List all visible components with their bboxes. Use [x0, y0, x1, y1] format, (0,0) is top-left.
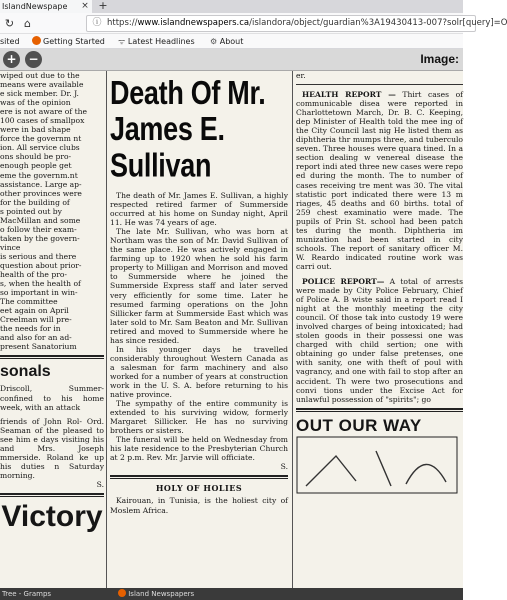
- personal-item-2: friends of John Rol- Ord. Seaman of the pleased to see him e days visiting his and Mrs. Joseph mmerside. Roland ke up his duties n Saturday morning.: [0, 416, 104, 480]
- info-icon[interactable]: ⓘ: [92, 18, 102, 28]
- rss-icon: ᯤ: [118, 37, 126, 46]
- article-line: for the building of: [0, 197, 70, 207]
- article-line: enough people get: [0, 161, 72, 171]
- reload-icon[interactable]: ↻: [4, 17, 15, 30]
- firefox-icon: [32, 36, 41, 45]
- left-column: [0, 71, 104, 588]
- article-line: The committee: [0, 297, 58, 307]
- article-line: the needs for in: [0, 324, 61, 334]
- article-line: and also for an ad-: [0, 333, 72, 343]
- comic-strip-art: [296, 436, 463, 496]
- article-line: were in bad shape: [0, 125, 71, 135]
- main-article-column: [110, 71, 288, 588]
- url-path: /islandora/object/guardian%3A19430413-007?solr[query]=O: [249, 18, 507, 28]
- police-report-text: A total of arrests were made by City Police February, Chief of Police A. B wiste said in a report read I night at the monthly meeting the city council. Of those tak into custody 19 were involved charges of being intoxicated; had stolen goods in their possessi one was charged with child sertion; one with obtaining go under false pretenses, one with sanity, one with theft of poul with vagrancy, and one with fail to stop after an accident. Th were two prosecutions and convi tions under the Excise Act for unlawful possession of "spirits"; go: [296, 276, 463, 404]
- column-rule: [106, 71, 107, 588]
- left-article-text: [0, 71, 104, 351]
- article-body: [110, 191, 288, 462]
- newspaper-page[interactable]: [0, 71, 463, 588]
- article-line: means were available: [0, 80, 84, 90]
- url-text[interactable]: [107, 16, 507, 31]
- divider: [110, 475, 288, 479]
- divider: [296, 408, 463, 412]
- article-paragraph: In his younger days he travelled considerably throughout Western Canada as a salesman for farm machinery and also worked for a number of years at construction work in the U. S. A. before returning to his native province.: [110, 344, 288, 400]
- bookmark-latest-headlines[interactable]: [118, 34, 195, 49]
- bookmark-label: Getting Started: [43, 37, 105, 46]
- new-tab-button[interactable]: +: [98, 0, 108, 12]
- article-line: eme the governm.nt: [0, 170, 78, 180]
- article-signature: S.: [280, 462, 288, 472]
- article-line: force the governm nt: [0, 134, 82, 144]
- article-line: health of the pro-: [0, 270, 67, 280]
- police-report: [296, 277, 463, 404]
- home-icon[interactable]: ⌂: [24, 17, 31, 30]
- url-host: www.islandnewspapers.ca: [137, 18, 250, 28]
- firefox-icon: [118, 589, 126, 597]
- column-rule: [292, 71, 293, 588]
- holy-of-holies-text: Kairouan, in Tunisia, is the holiest city of Moslem Africa.: [110, 496, 288, 515]
- article-line: question about prior-: [0, 260, 82, 270]
- divider: [0, 493, 104, 497]
- bookmark-label: Latest Headlines: [127, 37, 195, 46]
- police-report-title: POLICE REPORT—: [302, 276, 385, 286]
- article-paragraph: The late Mr. Sullivan, who was born at Northam was the son of Mr. David Sullivan of the same place. He was actively engaged in farming up to 1920 when he sold his farm property to Milligan and Morrison and moved to Summerside where he joined the Summerside Express staff and later served very efficiently for some time. Later he resumed farming operations on the John Sillicker farm at Summerside East which was later sold to Mr. Sam Beaton and Mr. Sullivan retired and moved to Summerside where he has since resided.: [110, 227, 288, 345]
- url-prefix: https://: [107, 18, 138, 28]
- url-bar[interactable]: [86, 15, 507, 32]
- health-report: [296, 90, 463, 271]
- article-line: ons should be pro-: [0, 152, 72, 162]
- viewer-label: Image:: [420, 52, 459, 66]
- article-line: s pointed out by: [0, 206, 62, 216]
- article-line: other provinces were: [0, 188, 82, 198]
- tab-strip: [0, 0, 463, 13]
- article-line: MacMillan and some: [0, 215, 81, 225]
- top-fragment: er.: [296, 71, 306, 80]
- gear-icon: ⚙: [210, 37, 218, 46]
- health-report-text: Thirt cases of communicable disea were reported in Charlottetown March, Dr. B. C. Keeping, dep Minister of Health told the mee ing of the City Council last nig He listed them as diphtheria thr mumps three, and tuberculo seven. Three houses were quara tined. In a section dealing w venereal disease the report indi ated three new cases were repo ed during the month. The to number of cases receiving tre ment was 30. The vital statistic port indicated there were 13 m riages, 45 deaths and 60 births. total of 259 chest examinatio were made. The pupils of Prin St. school had been patch tes during the month. Diphtheria im munization had been started in city schools. The report of sanitary officer M. W. Reardo indicated routine work was carri out.: [296, 90, 463, 271]
- personals-heading: sonals: [0, 363, 51, 381]
- bookmark-getting-started[interactable]: [32, 34, 105, 49]
- article-headline: Death Of Mr. James E. Sullivan: [110, 73, 266, 184]
- zoom-out-button[interactable]: −: [25, 51, 42, 68]
- article-line: Creelman will pre-: [0, 315, 72, 325]
- zoom-in-button[interactable]: +: [3, 51, 20, 68]
- browser-tab[interactable]: [0, 0, 92, 13]
- victory-ad: Victory: [1, 499, 103, 533]
- holy-of-holies-heading: HOLY OF HOLIES: [155, 483, 243, 494]
- article-line: so important in win-: [0, 288, 78, 298]
- health-report-title: HEALTH REPORT —: [302, 90, 396, 100]
- bookmark-about[interactable]: [210, 34, 243, 49]
- article-paragraph: The funeral will be held on Wednesday from his late residence to the Presbyterian Church at 2 p.m. Rev. Mr. Jarvie will officiate.: [110, 435, 288, 463]
- article-line: ion. All service clubs: [0, 143, 80, 153]
- os-taskbar: [0, 588, 463, 600]
- article-line: present Sanatorium: [0, 342, 77, 352]
- article-line: taken by the govern-: [0, 233, 80, 243]
- bookmark-label: About: [219, 37, 244, 46]
- article-line: e sick member. Dr. J.: [0, 89, 79, 99]
- comic-heading: OUT OUR WAY: [296, 415, 422, 435]
- divider: [0, 355, 104, 359]
- bookmarks-toolbar: [0, 34, 463, 49]
- tab-title: IslandNewspape: [2, 2, 68, 11]
- taskbar-item-gramps[interactable]: Tree - Gramps: [2, 590, 52, 598]
- tab-close-icon[interactable]: ×: [81, 1, 89, 11]
- article-line: 100 cases of smallpox: [0, 116, 85, 126]
- bookmark-sited[interactable]: [0, 34, 20, 49]
- article-line: vince: [0, 242, 21, 252]
- article-line: assistance. Large ap-: [0, 179, 82, 189]
- taskbar-item-browser[interactable]: [118, 588, 194, 600]
- article-line: ere is not aware of the: [0, 107, 88, 117]
- image-viewer-toolbar: [0, 49, 463, 71]
- article-line: s, when the health of: [0, 279, 81, 289]
- bookmark-label: sited: [0, 37, 20, 46]
- right-column: [296, 71, 463, 588]
- personal-item-1: Driscoll, Summer- confined to his home week, with an attack: [0, 384, 104, 412]
- personal-signature: S.: [96, 479, 104, 489]
- article-line: wiped out due to the: [0, 71, 80, 80]
- article-line: is serious and there: [0, 251, 77, 261]
- article-paragraph: The death of Mr. James E. Sullivan, a highly respected retired farmer of Summerside occurred at his home on Sunday night, April 11. He was 74 years of age.: [110, 191, 288, 228]
- taskbar-item-label: Island Newspapers: [128, 590, 195, 598]
- article-line: eet again on April: [0, 306, 69, 316]
- navigation-bar: [0, 13, 507, 34]
- divider: [296, 84, 463, 85]
- article-paragraph: The sympathy of the entire community is extended to his surviving widow, formerly Margaret Sillicker. He has no surviving brothers or sisters.: [110, 399, 288, 436]
- headline-box: [110, 71, 288, 191]
- article-line: o follow their exam-: [0, 224, 77, 234]
- article-line: was of the opinion: [0, 98, 71, 108]
